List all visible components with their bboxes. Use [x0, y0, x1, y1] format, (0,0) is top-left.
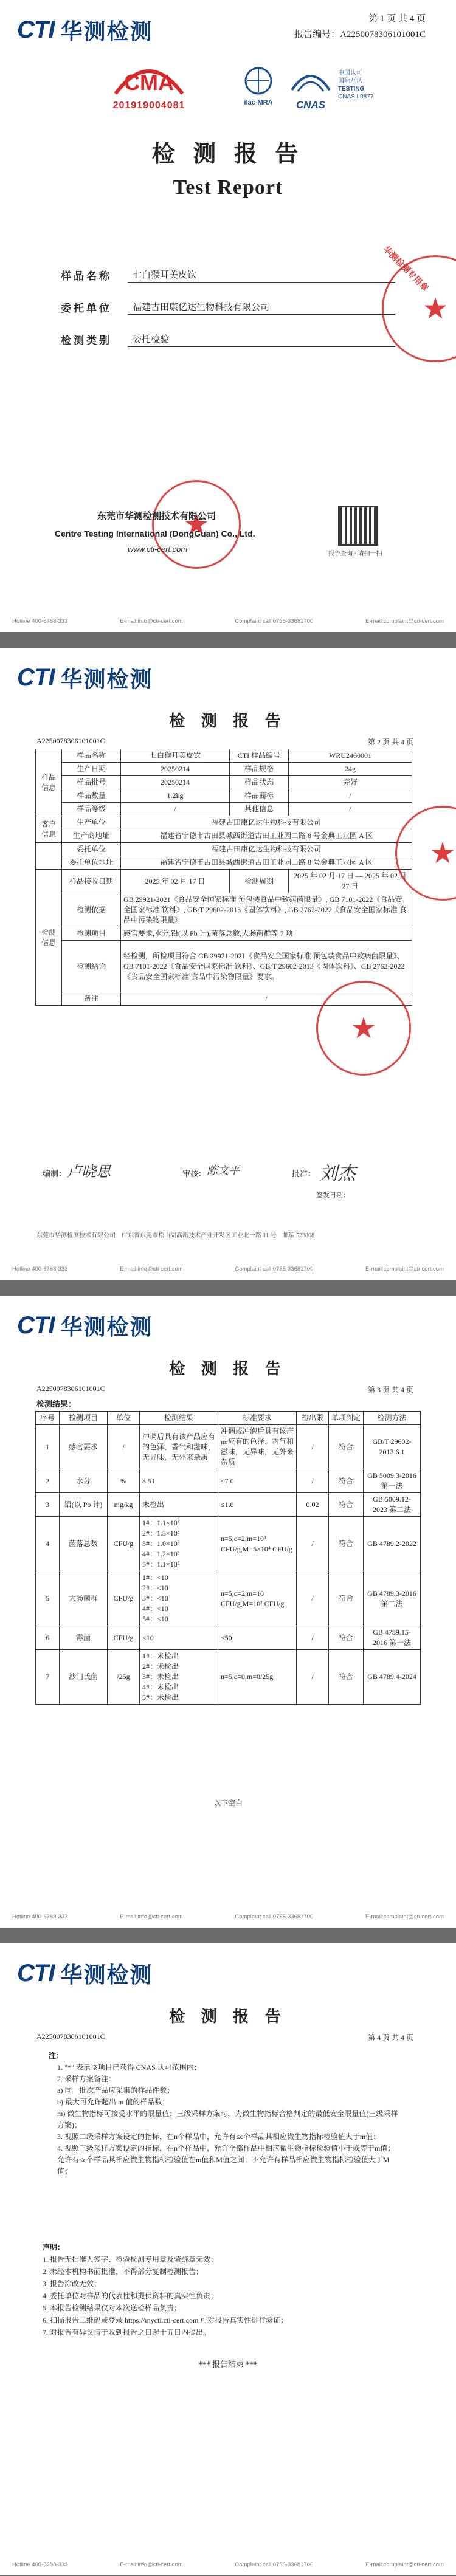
client-info-label: 客户信息: [36, 816, 62, 843]
report-page-2: [0, 648, 456, 1280]
statement-label: 声明：: [43, 2243, 65, 2251]
cell-key: 生产单位: [62, 816, 121, 829]
star-icon: ★: [429, 836, 456, 870]
cell-value: 经检测，所检项目符合 GB 29921-2021《食品安全国家标准 预包装食品中致病菌限量》、GB 7101-2022《食品安全国家标准 饮料》、GB/T 29602-2013《固体饮料》、GB 2762-2022《食品安全国家标准 食品中污染物限量》要求。: [121, 941, 412, 992]
ilac-label: ilac-MRA: [244, 99, 273, 106]
table-cell-item: 铅(以 Pb 计): [60, 1493, 108, 1517]
side-seal-text: 华测检测专用章: [381, 244, 430, 294]
table-cell-method: GB 5009.3-2016 第一法: [364, 1469, 421, 1493]
cnas-no: CNAS L0877: [338, 94, 374, 100]
cover-field-client: [61, 300, 395, 315]
table-cell-item: 大肠菌群: [60, 1571, 108, 1626]
list-item: m) 微生物指标可接受水平的限量值；三级采样方案时，为微生物指标合格判定的最低安全限量值(三级采样方案)；: [57, 2109, 398, 2129]
inspection-seal-stamp: [316, 981, 411, 1076]
report-title-cn: 检 测 报 告: [151, 142, 305, 167]
table-cell-req: ≤50: [218, 1626, 297, 1650]
table-cell-judge: 符合: [329, 1517, 364, 1571]
page-number: 第 4 页 共 4 页: [367, 2033, 413, 2042]
table-cell-result: 1#：未检出 2#：未检出 3#：未检出 4#：未检出 5#：未检出: [140, 1650, 218, 1705]
report-page-3: [0, 1296, 456, 1928]
page-footer: [12, 618, 444, 625]
page-number: 第 1 页 共 4 页: [368, 14, 426, 24]
table-cell-judge: 符合: [329, 1650, 364, 1705]
cell-key: 生产商地址: [62, 829, 121, 843]
footer-hotline: Hotline 400-6788-333: [12, 1266, 68, 1273]
table-cell-result: 3.51: [140, 1469, 218, 1493]
footer-complaint-email: E-mail:complaint@cti-cert.com: [365, 1914, 444, 1920]
signature-review: 陈文平: [207, 1164, 240, 1177]
column-header: 检出限: [297, 1412, 329, 1425]
logo-cn: 华测检测: [60, 1962, 153, 1987]
table-row: [36, 843, 412, 856]
footer-complaint: Complaint call 0755-33681700: [235, 2561, 314, 2568]
category-value: 委托检验: [128, 332, 395, 347]
report-page-4: [0, 1943, 456, 2575]
page-footer: [12, 1266, 444, 1273]
logo-cn: 华测检测: [60, 1314, 153, 1339]
page-title: 检 测 报 告: [169, 712, 287, 730]
table-cell-unit: CFU/g: [108, 1626, 140, 1650]
table-cell-no: 5: [36, 1571, 60, 1626]
footer-email: E-mail:info@cti-cert.com: [120, 618, 183, 625]
list-item: a) 同一批次产品应采集的样品件数；: [57, 2086, 174, 2095]
table-cell-item: 感官要求: [60, 1425, 108, 1469]
signature-approve: 刘杰: [319, 1163, 356, 1184]
column-header: 标准要求: [218, 1412, 297, 1425]
cma-logo-icon: [109, 53, 188, 97]
cell-value: /: [121, 992, 412, 1006]
statements-list: [43, 2253, 401, 2338]
cnas-logo-icon: [287, 66, 334, 96]
category-label: 检测类别: [61, 335, 112, 346]
list-item: 4. 视照三级采样方案设定的指标，在n个样品中，允许全部样品中相应微生物指标检验值小于或等于m值；允许有≤c个样品其相应微生物指标检验值在m值和M值之间；不允许有样品相应微生物指标检验值大于M值；: [57, 2144, 395, 2176]
cell-key: 委托单位地址: [62, 856, 121, 870]
table-cell-result: 未检出: [140, 1493, 218, 1517]
list-item: 2. 采样方案备注：: [57, 2075, 116, 2083]
table-cell-item: 霉菌: [60, 1626, 108, 1650]
table-row: [36, 776, 412, 789]
table-cell-no: 7: [36, 1650, 60, 1705]
column-header: 单位: [108, 1412, 140, 1425]
table-cell-req: ≤7.0: [218, 1469, 297, 1493]
table-row: [36, 870, 412, 893]
approve-date-label: 签发日期：: [316, 1192, 350, 1199]
list-item: 7. 对报告有异议请于收到报告之日起十五日内提出。: [43, 2328, 211, 2337]
table-cell-req: n=5,c=2,m=10 CFU/g,M=10² CFU/g: [218, 1571, 297, 1626]
logo-latin: CTI: [17, 1312, 55, 1339]
table-cell-method: GB/T 29602-2013 6.1: [364, 1425, 421, 1469]
table-cell-unit: CFU/g: [108, 1517, 140, 1571]
cell-key: 样品商标: [230, 789, 289, 803]
issuer-seal-stamp: [152, 480, 241, 569]
table-row: [36, 856, 412, 870]
table-row: [36, 829, 412, 843]
test-info-label: 检测信息: [36, 870, 62, 1006]
cell-value: 感官要求,水分,铅(以 Pb 计),菌落总数,大肠菌群等 7 项: [121, 927, 412, 941]
cell-value: 福建古田康亿达生物科技有限公司: [121, 843, 412, 856]
cell-key: 样品接收日期: [62, 870, 121, 893]
column-header: 检测方法: [364, 1412, 421, 1425]
footer-email: E-mail:info@cti-cert.com: [120, 1266, 183, 1273]
signature-compile-label: 编制：: [43, 1169, 67, 1178]
report-page-1: [0, 0, 456, 632]
footer-hotline: Hotline 400-6788-333: [12, 1914, 68, 1920]
sample-name-value: 七白猴耳美皮饮: [128, 268, 395, 283]
table-cell-method: GB 4789.15-2016 第一法: [364, 1626, 421, 1650]
report-end-text: *** 报告结束 ***: [198, 2360, 258, 2369]
company-address: 东莞市华测检测技术有限公司 广东省东莞市松山湖高新技术产业开发区工业北一路 11 号 邮编 523808: [36, 1232, 315, 1239]
table-cell-lod: /: [297, 1650, 329, 1705]
list-item: 6. 扫描报告二维码或登录 https://mycti.cti-cert.com 可对报告真实性进行验证；: [43, 2316, 288, 2324]
ilac-mark: [237, 66, 280, 106]
cell-value: /: [289, 789, 412, 803]
page-header-info: [294, 11, 426, 43]
cell-value: WRU2460001: [289, 749, 412, 763]
footer-complaint-email: E-mail:complaint@cti-cert.com: [365, 618, 444, 625]
cell-key: 委托单位: [62, 843, 121, 856]
table-row: [36, 927, 412, 941]
cell-value: 七白猴耳美皮饮: [121, 749, 230, 763]
cnas-sub: 国际互认: [338, 78, 362, 84]
footer-complaint-email: E-mail:complaint@cti-cert.com: [365, 1266, 444, 1273]
page-title: 检 测 报 告: [169, 2008, 287, 2025]
table-cell-method: GB 4789.2-2022: [364, 1517, 421, 1571]
cnas-text-block: [338, 69, 373, 101]
company-logo: [17, 1958, 153, 1989]
logo-latin: CTI: [17, 664, 55, 691]
cell-key: 检测结论: [62, 941, 121, 992]
cell-key: 样品状态: [230, 776, 289, 789]
table-row: [36, 1425, 421, 1469]
page-title: 检 测 报 告: [169, 1360, 287, 1378]
cell-value: 24g: [289, 763, 412, 776]
cnas-mark: [286, 66, 336, 111]
table-cell-result: 冲调后具有该产品应有的色泽、香气和滋味，无异味，无外来杂质: [140, 1425, 218, 1469]
sample-name-label: 样品名称: [61, 270, 112, 282]
notes-list: [49, 2062, 401, 2177]
table-cell-lod: /: [297, 1626, 329, 1650]
page-number: 第 3 页 共 4 页: [367, 1386, 413, 1394]
table-cell-unit: %: [108, 1469, 140, 1493]
client-label: 委托单位: [61, 303, 112, 314]
table-cell-unit: /25g: [108, 1650, 140, 1705]
cover-field-category: [61, 332, 395, 347]
table-cell-item: 菌落总数: [60, 1517, 108, 1571]
table-row: [36, 1650, 421, 1705]
report-number: A2250078306101001C: [36, 1384, 105, 1393]
column-header: 序号: [36, 1412, 60, 1425]
table-cell-lod: /: [297, 1469, 329, 1493]
table-cell-req: n=5,c=2,m=10³ CFU/g,M=5×10⁴ CFU/g: [218, 1517, 297, 1571]
report-number: A2250078306101001C: [36, 2032, 105, 2041]
page-footer: [12, 1914, 444, 1920]
table-row: [36, 763, 412, 776]
cell-key: 其他信息: [230, 803, 289, 816]
list-item: 1. "*" 表示该项目已获得 CNAS 认可范围内；: [57, 2063, 201, 2072]
table-cell-lod: /: [297, 1517, 329, 1571]
table-cell-unit: mg/kg: [108, 1493, 140, 1517]
table-cell-no: 3: [36, 1493, 60, 1517]
table-cell-item: 水分: [60, 1469, 108, 1493]
company-logo: [17, 1310, 153, 1341]
table-cell-no: 6: [36, 1626, 60, 1650]
sample-info-label: 样品信息: [36, 749, 62, 816]
footer-email: E-mail:info@cti-cert.com: [120, 2561, 183, 2568]
cell-value: 20250214: [121, 776, 230, 789]
table-row: [36, 1517, 421, 1571]
cell-key: CTI 样品编号: [230, 749, 289, 763]
logo-latin: CTI: [17, 1960, 55, 1987]
company-logo: [17, 662, 153, 693]
cell-value: 1.2kg: [121, 789, 230, 803]
footer-complaint-email: E-mail:complaint@cti-cert.com: [365, 2561, 444, 2568]
cell-value: /: [121, 803, 230, 816]
table-cell-unit: CFU/g: [108, 1571, 140, 1626]
signature-review-label: 审核：: [182, 1169, 207, 1178]
table-cell-lod: 0.02: [297, 1493, 329, 1517]
table-row: [36, 1571, 421, 1626]
table-row: [36, 803, 412, 816]
qr-caption: 报告查询 · 请扫一扫: [328, 551, 382, 557]
cell-value: 完好: [289, 776, 412, 789]
table-header-row: [36, 1412, 421, 1425]
report-cover-fields: [61, 267, 395, 364]
cell-value: 福建省宁德市古田县城西街道古田工业园二路 8 号金典工业园 A 区: [121, 856, 412, 870]
cell-key: 样品等级: [62, 803, 121, 816]
table-cell-item: 沙门氏菌: [60, 1650, 108, 1705]
notes-label: 注：: [49, 2052, 64, 2060]
table-cell-req: ≤1.0: [218, 1493, 297, 1517]
cell-value: 福建古田康亿达生物科技有限公司: [121, 816, 412, 829]
client-value: 福建古田康亿达生物科技有限公司: [128, 300, 395, 315]
page-number: 第 2 页 共 4 页: [367, 738, 413, 746]
cell-key: 检测周期: [230, 870, 289, 893]
cell-value: 20250214: [121, 763, 230, 776]
cell-key: 样品批号: [62, 776, 121, 789]
issuer-website[interactable]: www.cti-cert.com: [128, 544, 188, 554]
table-cell-no: 1: [36, 1425, 60, 1469]
signature-compile: 卢晓思: [67, 1163, 111, 1180]
report-number: A2250078306101001C: [36, 737, 105, 745]
table-cell-req: n=5,c=0,m=0/25g: [218, 1650, 297, 1705]
list-item: 3. 视照二级采样方案设定的指标，在n个样品中，允许有≤c个样品其相应微生物指标检验值大于m值；: [57, 2132, 381, 2141]
report-number: 报告编号：A2250078306101001C: [294, 30, 426, 39]
sample-info-table: [35, 749, 412, 1006]
cell-value: 福建省宁德市古田县城西街道古田工业园二路 8 号金典工业园 A 区: [121, 829, 412, 843]
footer-hotline: Hotline 400-6788-333: [12, 618, 68, 625]
cell-key: 备注: [62, 992, 121, 1006]
results-table: [35, 1411, 421, 1705]
footer-complaint: Complaint call 0755-33681700: [235, 1266, 314, 1273]
list-item: 1. 报告无批准人签字、检验检测专用章及骑缝章无效；: [43, 2255, 218, 2264]
issuer-name-en: Centre Testing International (DongGuan) Co., Ltd.: [55, 529, 255, 538]
table-cell-judge: 符合: [329, 1425, 364, 1469]
table-cell-result: <10: [140, 1626, 218, 1650]
cell-value: 2025 年 02 月 17 日: [121, 870, 230, 893]
svg-text:CMA: CMA: [124, 70, 174, 95]
blank-below-text: 以下空白: [213, 1799, 243, 1807]
cell-key: 生产日期: [62, 763, 121, 776]
table-row: [36, 1493, 421, 1517]
page-footer: [12, 2561, 444, 2568]
report-title-en: Test Report: [173, 176, 283, 199]
list-item: 5. 本报告检测结果仅对本次送检样品负责；: [43, 2304, 182, 2312]
issuer-name-cn: 东莞市华测检测技术有限公司: [97, 512, 216, 521]
cnas-label: CNAS: [295, 99, 326, 111]
footer-complaint: Complaint call 0755-33681700: [235, 618, 314, 625]
cell-key: 检测依据: [62, 893, 121, 927]
footer-complaint: Complaint call 0755-33681700: [235, 1914, 314, 1920]
cell-key: 样品规格: [230, 763, 289, 776]
logo-latin: CTI: [17, 16, 55, 43]
list-item: 4. 委托单位对样品的代表性和提供资料的真实性负责；: [43, 2292, 218, 2300]
cma-code: 201919004081: [112, 100, 185, 111]
cell-key: 检测项目: [62, 927, 121, 941]
table-cell-result: 1#：<10 2#：<10 3#：<10 4#：<10 5#：<10: [140, 1571, 218, 1626]
footer-hotline: Hotline 400-6788-333: [12, 2561, 68, 2568]
cell-key: 样品数量: [62, 789, 121, 803]
cma-mark: [103, 53, 195, 111]
table-cell-lod: /: [297, 1571, 329, 1626]
company-logo: [17, 15, 153, 46]
table-row: [36, 1626, 421, 1650]
table-row: [36, 1469, 421, 1493]
cover-field-sample: [61, 267, 395, 283]
table-cell-no: 4: [36, 1517, 60, 1571]
table-row: [36, 816, 412, 829]
cnas-testing: TESTING: [338, 86, 365, 92]
table-cell-method: GB 4789.3-2016 第二法: [364, 1571, 421, 1626]
column-header: 检测结果: [140, 1412, 218, 1425]
table-cell-judge: 符合: [329, 1469, 364, 1493]
footer-email: E-mail:info@cti-cert.com: [120, 1914, 183, 1920]
table-cell-method: GB 4789.4-2024: [364, 1650, 421, 1705]
qr-code[interactable]: [338, 506, 378, 546]
star-icon: ★: [183, 507, 210, 541]
table-row: [36, 789, 412, 803]
table-cell-result: 1#：1.1×10³ 2#：1.3×10³ 3#：1.0×10³ 4#：1.2×10³ 5#：1.1×10³: [140, 1517, 218, 1571]
cell-key: 样品名称: [62, 749, 121, 763]
column-header: 检测项目: [60, 1412, 108, 1425]
table-cell-unit: /: [108, 1425, 140, 1469]
cnas-cn: 中国认可: [338, 70, 362, 77]
table-cell-no: 2: [36, 1469, 60, 1493]
list-item: 3. 报告涂改无效；: [43, 2279, 102, 2288]
notes-section: [49, 2050, 401, 2177]
logo-cn: 华测检测: [60, 19, 153, 44]
results-label: 检测结果：: [36, 1400, 77, 1409]
table-row: [36, 893, 412, 927]
ilac-logo-icon: [240, 66, 277, 96]
cell-value: 2025 年 02 月 17 日 — 2025 年 02 月 27 日: [289, 870, 412, 893]
logo-cn: 华测检测: [60, 667, 153, 692]
table-cell-req: 冲调或冲泡后具有该产品应有的色泽、香气和滋味，无异味，无外来杂质: [218, 1425, 297, 1469]
table-cell-lod: /: [297, 1425, 329, 1469]
cell-value: /: [289, 803, 412, 816]
star-icon: ★: [350, 1011, 377, 1045]
table-row: [36, 749, 412, 763]
cell-value: GB 29921-2021《食品安全国家标准 预包装食品中致病菌限量》, GB 7101-2022《食品安全国家标准 饮料》, GB/T 29602-2013《固体饮料》, GB 2762-2022《食品安全国家标准 食品中污染物限量》: [121, 893, 412, 927]
list-item: 2. 未经本机构书面批准，不得部分复制检测报告；: [43, 2267, 204, 2276]
table-cell-method: GB 5009.12-2023 第二法: [364, 1493, 421, 1517]
signature-approve-label: 批准：: [292, 1169, 316, 1178]
statement-section: [43, 2241, 401, 2338]
table-cell-judge: 符合: [329, 1626, 364, 1650]
table-cell-judge: 符合: [329, 1493, 364, 1517]
column-header: 单项判定: [329, 1412, 364, 1425]
star-icon: ★: [422, 292, 449, 326]
table-cell-judge: 符合: [329, 1571, 364, 1626]
list-item: b) 最大可允许超出 m 值的样品数；: [57, 2098, 170, 2106]
